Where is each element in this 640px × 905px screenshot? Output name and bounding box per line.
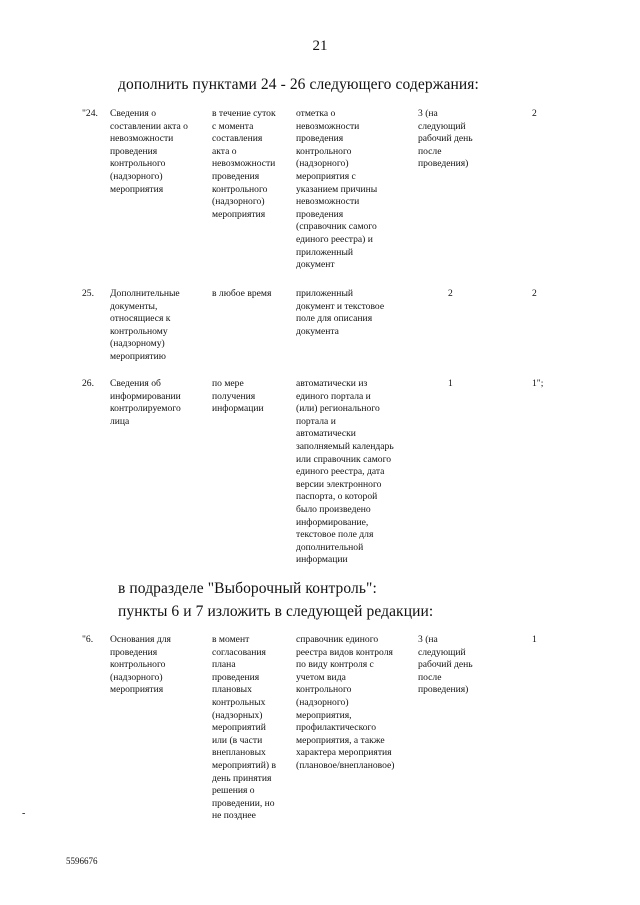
row-number: "24. xyxy=(82,108,98,119)
row-term: в течение суток с момента составления акта о невозможности проведения контрольного (надзорного) мероприятия xyxy=(212,108,276,220)
row-level: 2 xyxy=(532,108,537,119)
row-source: отметка о невозможности проведения контрольного (надзорного) мероприятия с указанием причины невозможности проведения (справочник самого единого реестра) и приложенный документ xyxy=(296,108,378,271)
row-number: 25. xyxy=(82,288,94,299)
row-name: Сведения о составлении акта о невозможности проведения контрольного (надзорного) мероприятия xyxy=(110,108,188,195)
row-term: в момент согласования плана проведения плановых контрольных (надзорных) мероприятий или (в части внеплановых мероприятий) в день принятия решения о проведении, но не позднее xyxy=(212,634,276,822)
page-number: 21 xyxy=(312,38,328,54)
row-number: "6. xyxy=(82,634,94,645)
row-level: 1"; xyxy=(532,378,544,389)
row-days: 1 xyxy=(448,378,453,389)
heading-add-items: дополнить пунктами 24 - 26 следующего содержания: xyxy=(118,76,479,93)
row-source: справочник единого реестра видов контроля по виду контроля с учетом вида контрольного (надзорного) мероприятия, профилактического мероприятия, а также характера мероприятия (плановое/внеплановое) xyxy=(296,634,395,771)
row-level: 2 xyxy=(532,288,537,299)
heading-edit-items: пункты 6 и 7 изложить в следующей редакции: xyxy=(118,603,434,620)
row-name: Основания для проведения контрольного (надзорного) мероприятия xyxy=(110,634,171,696)
row-days: 3 (на следующий рабочий день после проведения) xyxy=(418,634,473,696)
row-name: Дополнительные документы, относящиеся к контрольному (надзорному) мероприятию xyxy=(110,288,180,362)
row-days: 3 (на следующий рабочий день после проведения) xyxy=(418,108,473,170)
heading-subsection: в подразделе "Выборочный контроль": xyxy=(118,580,377,597)
row-days: 2 xyxy=(448,288,453,299)
row-source: приложенный документ и текстовое поле для описания документа xyxy=(296,288,385,337)
footer-document-code: 5596676 xyxy=(66,856,98,866)
row-source: автоматически из единого портала и (или) регионального портала и автоматически заполняемый календарь или справочник самого единого реестра, дата версии электронного паспорта, о которой было произведено информирование, текстовое поле для дополнительной информации xyxy=(296,378,394,566)
row-name: Сведения об информировании контролируемого лица xyxy=(110,378,181,427)
margin-mark: - xyxy=(22,808,26,819)
row-term: по мере получения информации xyxy=(212,378,264,415)
row-term: в любое время xyxy=(212,288,272,299)
row-number: 26. xyxy=(82,378,94,389)
row-level: 1 xyxy=(532,634,537,645)
